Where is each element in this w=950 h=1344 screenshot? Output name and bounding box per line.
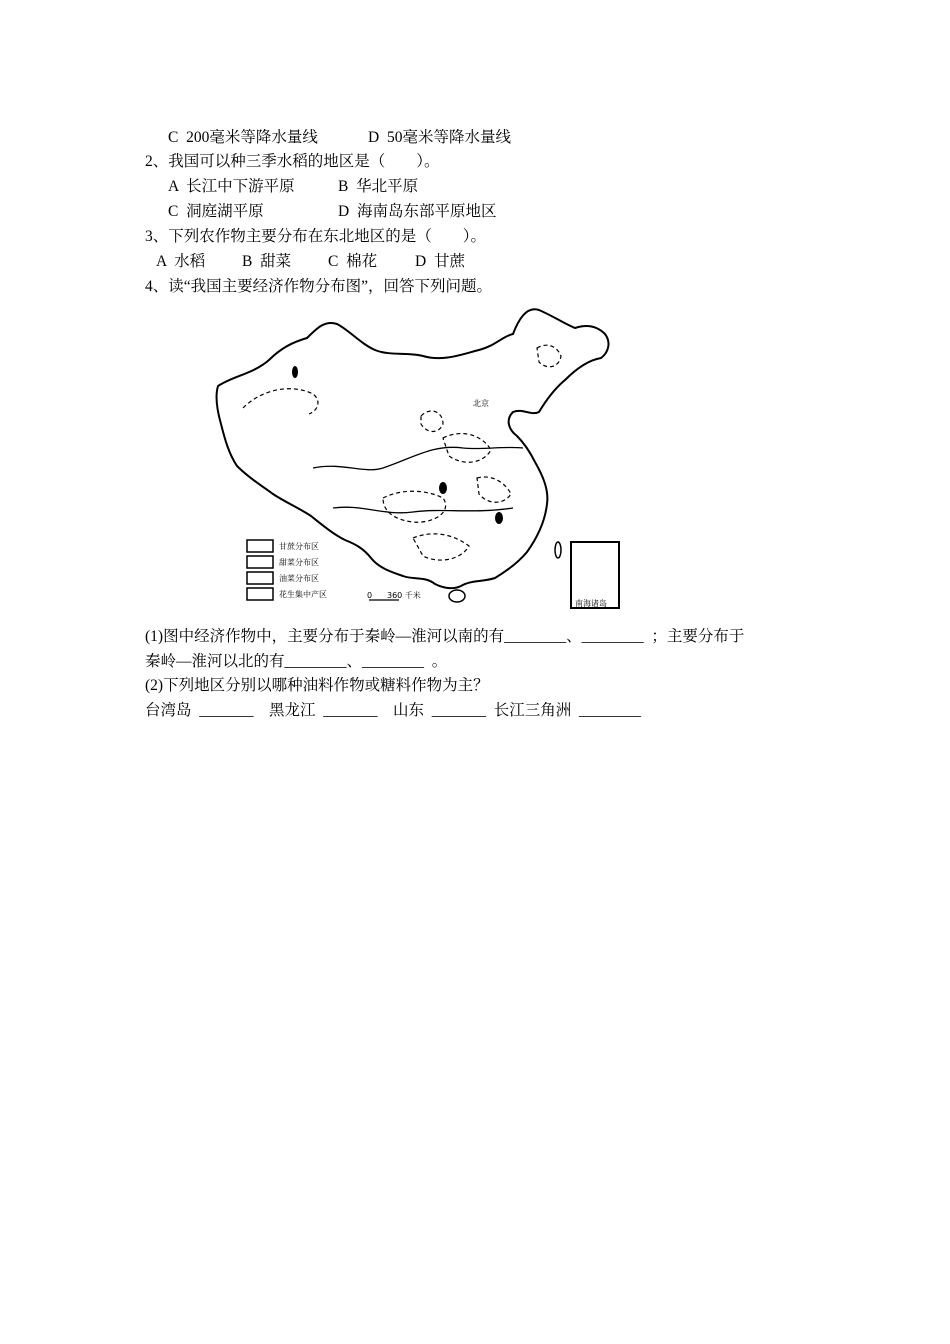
scale-label: 360 千米 xyxy=(387,591,421,600)
beijing-label: 北京 xyxy=(473,399,489,408)
map-legend xyxy=(247,540,327,600)
legend-sugarcane: 甘蔗分布区 xyxy=(279,542,319,551)
taiwan-island xyxy=(555,542,561,558)
legend-peanut: 花生集中产区 xyxy=(279,590,327,599)
q2-stem: 2、我国可以种三季水稻的地区是（ ）。 xyxy=(145,153,440,170)
q2-option-d: D 海南岛东部平原地区 xyxy=(338,203,497,220)
q2-option-c: C 洞庭湖平原 xyxy=(168,203,264,220)
legend-rapeseed: 油菜分布区 xyxy=(279,574,319,583)
map-scale xyxy=(367,590,421,600)
peanut-legend-swatch xyxy=(247,588,273,600)
q3-option-d: D 甘蔗 xyxy=(415,253,465,270)
q1-option-d: D 50毫米等降水量线 xyxy=(368,129,511,146)
q4-sub1-line2: 秦岭—淮河以北的有________、________ 。 xyxy=(145,653,448,670)
q3-option-b: B 甜菜 xyxy=(242,253,292,270)
sugarcane-legend-swatch xyxy=(247,540,273,552)
rapeseed-areas xyxy=(292,366,503,524)
q4-sub2-stem: (2)下列地区分别以哪种油料作物或糖料作物为主？ xyxy=(145,677,489,694)
beet-legend-swatch xyxy=(247,556,273,568)
south-sea-inset xyxy=(571,542,619,608)
rivers xyxy=(313,447,523,513)
legend-beet: 甜菜分布区 xyxy=(279,558,319,567)
q3-option-a: A 水稻 xyxy=(156,253,206,270)
inset-label: 南海诸岛 xyxy=(575,599,607,608)
q2-option-b: B 华北平原 xyxy=(338,178,419,195)
q3-option-c: C 棉花 xyxy=(328,253,378,270)
scale-zero: 0 xyxy=(367,591,373,600)
rapeseed-legend-swatch xyxy=(247,572,273,584)
q3-stem: 3、下列农作物主要分布在东北地区的是（ ）。 xyxy=(145,228,487,245)
q4-stem: 4、读“我国主要经济作物分布图”，回答下列问题。 xyxy=(145,278,493,295)
q1-option-c: C 200毫米等降水量线 xyxy=(168,129,318,146)
q4-sub2-blanks: 台湾岛 _______ 黑龙江 _______ 山东 _______ 长江三角洲 ________ xyxy=(145,702,642,719)
q2-option-a: A 长江中下游平原 xyxy=(168,178,295,195)
economic-crops-map xyxy=(213,298,623,612)
hainan-island xyxy=(449,590,465,602)
region-boundaries xyxy=(243,345,561,560)
china-outline xyxy=(217,309,609,588)
china-map-svg xyxy=(213,298,623,612)
q4-sub1-line1: (1)图中经济作物中，主要分布于秦岭—淮河以南的有________、________ ；主要分布于 xyxy=(145,628,745,645)
